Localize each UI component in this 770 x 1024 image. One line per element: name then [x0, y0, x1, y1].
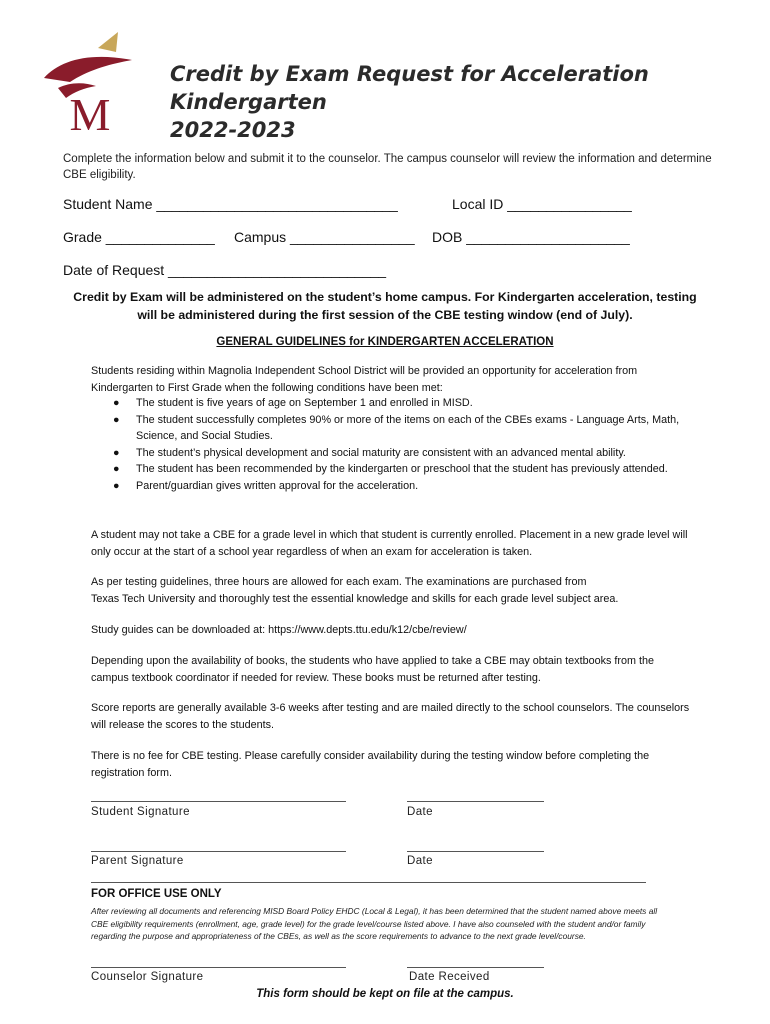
office-use-text: After reviewing all documents and referencing MISD Board Policy EHDC (Local & Legal), it has been determined that the student named above meets all CBE eligibility requirements (enrollment, age, grade level) for the grade level/course listed above. I have also counseled with the student and/or family regarding the purpose and appropriateness of the CBEs, as well as the score requirements to advance to the next grade level/course.: [91, 906, 658, 942]
date-received-label: Date Received: [409, 971, 490, 983]
bullet-icon: ●: [113, 446, 120, 459]
fee-paragraph: There is no fee for CBE testing. Please carefully consider availability during the testing window before completing the registration form.: [91, 750, 650, 779]
student-signature-label: Student Signature: [91, 806, 190, 818]
title-line-1: Credit by Exam Request for Acceleration: [170, 62, 649, 86]
student-signature-line[interactable]: [91, 801, 346, 802]
title-line-3: 2022-2023: [170, 118, 296, 142]
student-name-field[interactable]: Student Name _______________________________: [63, 196, 398, 212]
bullet-icon: ●: [113, 413, 120, 426]
testing-guidelines-line-2: Texas Tech University and thoroughly test the essential knowledge and skills for each grade level subject area.: [91, 593, 619, 605]
parent-date-label: Date: [407, 855, 433, 867]
counselor-signature-line[interactable]: [91, 967, 346, 968]
local-id-field[interactable]: Local ID ________________: [452, 196, 632, 212]
guidelines-heading: GENERAL GUIDELINES for KINDERGARTEN ACCELERATION: [216, 336, 554, 348]
student-date-label: Date: [407, 806, 433, 818]
form-title: [170, 60, 649, 144]
list-item: ● The student’s physical development and social maturity are consistent with an advanced mental ability.: [91, 445, 691, 462]
guidelines-lead: Students residing within Magnolia Independent School District will be provided an opportunity for acceleration from Kindergarten to First Grade when the following conditions have been met:: [91, 365, 638, 394]
list-item: ● The student has been recommended by the kindergarten or preschool that the student has previously attended.: [91, 461, 691, 478]
misd-logo-graphic: [40, 30, 140, 140]
dob-field[interactable]: DOB _____________________: [432, 229, 630, 245]
textbooks-paragraph: Depending upon the availability of books, the students who have applied to take a CBE may obtain textbooks from the campus textbook coordinator if needed for review. These books must be returned after testing.: [91, 655, 654, 684]
student-date-line[interactable]: [407, 801, 544, 802]
bullet-icon: ●: [113, 479, 120, 492]
logo-letter: M: [69, 89, 111, 140]
campus-field[interactable]: Campus ________________: [234, 229, 415, 245]
placement-paragraph: A student may not take a CBE for a grade level in which that student is currently enrolled. Placement in a new grade level will only occur at the start of a school year regardless of when an exam for acceleration is taken.: [91, 529, 688, 558]
testing-guidelines-line-1: As per testing guidelines, three hours are allowed for each exam. The examinations are purchased from: [91, 576, 587, 588]
office-divider: [91, 882, 646, 883]
study-guides-paragraph: Study guides can be downloaded at: https://www.depts.ttu.edu/k12/cbe/review/: [91, 624, 467, 636]
list-item: ● The student is five years of age on September 1 and enrolled in MISD.: [91, 395, 691, 412]
parent-date-line[interactable]: [407, 851, 544, 852]
score-reports-paragraph: Score reports are generally available 3-6 weeks after testing and are mailed directly to the school counselors. The counselors will release the scores to the students.: [91, 702, 690, 731]
list-item: ● Parent/guardian gives written approval for the acceleration.: [91, 478, 691, 495]
bullet-icon: ●: [113, 463, 120, 475]
list-item: ● The student successfully completes 90% or more of the items on each of the CBEs exams - Language Arts, Math, Science, and Social Studies.: [113, 413, 680, 442]
administration-notice: Credit by Exam will be administered on the student’s home campus. For Kindergarten acceleration, testing will be administered during the first session of the CBE testing window (end of July).: [73, 290, 697, 322]
footer-note: This form should be kept on file at the campus.: [256, 988, 514, 1000]
grade-field[interactable]: Grade ______________: [63, 229, 215, 245]
office-use-heading: FOR OFFICE USE ONLY: [91, 888, 222, 900]
date-of-request-field[interactable]: Date of Request ____________________________: [63, 262, 387, 278]
counselor-signature-label: Counselor Signature: [91, 971, 204, 983]
title-line-2: Kindergarten: [170, 90, 327, 114]
guidelines-list: [91, 395, 691, 494]
date-received-line[interactable]: [407, 967, 544, 968]
misd-logo: [40, 30, 140, 140]
bullet-icon: ●: [113, 397, 120, 409]
parent-signature-line[interactable]: [91, 851, 346, 852]
parent-signature-label: Parent Signature: [91, 855, 184, 867]
intro-text: Complete the information below and submit it to the counselor. The campus counselor will review the information and determine CBE eligibility.: [63, 153, 712, 181]
